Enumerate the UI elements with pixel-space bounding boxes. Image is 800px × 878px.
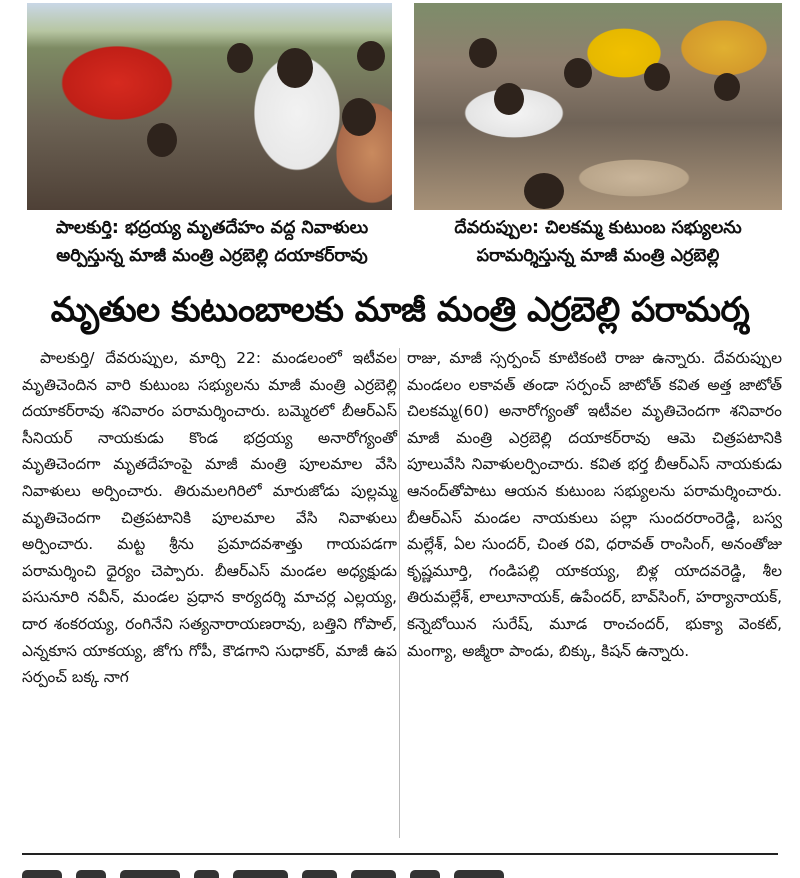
article-paragraph: రాజు, మాజీ స్సర్పంచ్‌ కూటికంటి రాజు ఉన్నారు. దేవరుప్పుల మండలం లకావత్‌ తండా సర్పంచ్‌ జాటోత్‌ కవిత అత్త జాటోత్‌ చిలకమ్మ(60) అనారోగ్యంతో ఇటీవల మృతిచెందగా శనివారం మాజీ మంత్రి ఎర్రబెల్లి దయాకర్‌రావు ఆమె చిత్రపటానికి పూలువేసి నివాళులర్పించారు. కవిత భర్త బీఆర్‌ఎస్‌ నాయకుడు ఆనంద్‌తోపాటు ఆయన కుటుంబ సభ్యులను పరామర్శించారు. బీఆర్‌ఎస్‌ మండల నాయకులు పల్లా సుందరరాంరెడ్డి, బస్వ మల్లేశ్‌, ఏల సుందర్‌, చింత రవి, ధరావత్‌ రాంసింగ్‌, అనంతోజు కృష్ణమూర్తి, గండిపల్లి యాకయ్య, బిళ్ల యాదవరెడ్డి, శీల తిరుమల్లేశ్‌, లాలూనాయక్‌, ఉపేందర్‌, బావ్‌సింగ్‌, హర్యానాయక్‌, కన్నెబోయిన సురేష్‌, మూడ రాంచందర్‌, భుక్యా వెంకట్‌, మంగ్యా, అజ్మీరా పాండు, బిక్కు, కిషన్‌ ఉన్నారు.: [407, 349, 782, 660]
caption-line: పరామర్శిస్తున్న మాజీ మంత్రి ఎర్రబెల్లి: [476, 246, 720, 266]
article-paragraph: పాలకుర్తి/ దేవరుప్పుల, మార్చి 22: మండలంలో ఇటీవల మృతిచెందిన వారి కుటుంబ సభ్యులను మాజీ మంత్రి ఎర్రబెల్లి దయాకర్‌రావు శనివారం పరామర్శించారు. బమ్మెరలో బీఆర్‌ఎస్‌ సీనియర్‌ నాయకుడు కొండ భద్రయ్య అనారోగ్యంతో మృతిచెందగా మృతదేహంపై మాజీ మంత్రి పూలమాల వేసి నివాళులు అర్పించారు. తిరుమలగిరిలో మారుజోడు పుల్లమ్మ మృతిచెందగా చిత్రపటానికి పూలమాల వేసి నివాళులు అర్పించారు. మట్ట శ్రీను ప్రమాదవశాత్తు గాయపడగా పరామర్శించి ధైర్యం చెప్పారు. బీఆర్‌ఎస్‌ మండల అధ్యక్షుడు పసునూరి నవీన్‌, మండల ప్రధాన కార్యదర్శి మాచర్ల ఎల్లయ్య, దార శంకరయ్య, రంగినేని సత్యనారాయణరావు, బత్తిని గోపాల్‌, ఎన్నకూస యాకయ్య, జోగు గోపీ, కౌడగాని సుధాకర్‌, మాజీ ఉప సర్పంచ్‌ బక్క నాగ: [22, 349, 397, 687]
caption-line: అర్పిస్తున్న మాజీ మంత్రి ఎర్రబెల్లి దయాకర్‌రావు: [56, 246, 368, 266]
section-divider: [22, 853, 778, 855]
person-head: [469, 38, 497, 68]
photo-family-visit: [414, 3, 782, 210]
person-head: [524, 173, 564, 209]
caption-line: పాలకుర్తి: భద్రయ్య మృతదేహం వద్ద నివాళులు: [55, 218, 369, 238]
person-head: [357, 41, 385, 71]
person-head: [644, 63, 670, 91]
person-head: [342, 98, 376, 136]
column-divider: [399, 348, 400, 838]
person-head: [277, 48, 313, 88]
person-head: [494, 83, 524, 115]
person-head: [714, 73, 740, 101]
caption-line: దేవరుప్పుల: చిలకమ్మ కుటుంబ సభ్యులను: [454, 218, 742, 238]
next-headline-cropped: [22, 862, 778, 878]
article-headline: మృతుల కుటుంబాలకు మాజీ మంత్రి ఎర్రబెల్లి పరామర్శ: [50, 290, 750, 330]
person-head: [147, 123, 177, 157]
photo-padmasale-tribute: [27, 3, 392, 210]
person-head: [227, 43, 253, 73]
person-head: [564, 58, 592, 88]
article-column-left: [22, 345, 397, 691]
photo-caption-right: [414, 214, 782, 270]
article-column-right: [407, 345, 782, 664]
photo-caption-left: [27, 214, 397, 270]
